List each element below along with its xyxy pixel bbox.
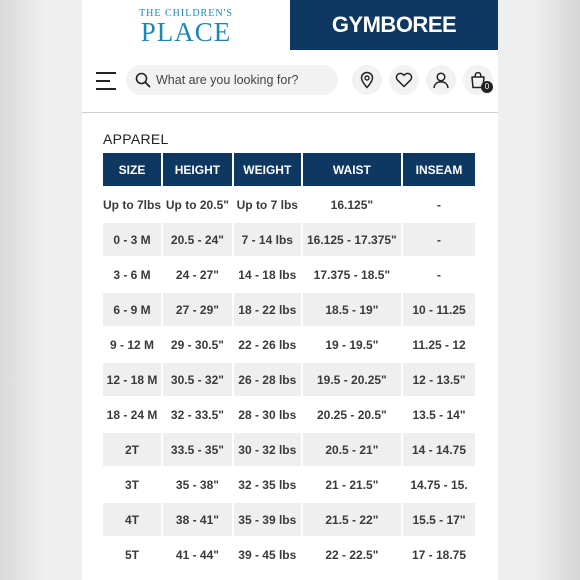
cell-waist: 19.5 - 20.25" xyxy=(303,363,401,396)
cell-height: 35 - 38" xyxy=(163,468,232,501)
cell-weight: 39 - 45 lbs xyxy=(234,538,301,571)
table-header-row xyxy=(103,153,475,186)
table-row xyxy=(103,398,475,431)
cell-size: 3 - 6 M xyxy=(103,258,161,291)
heart-icon xyxy=(395,71,413,89)
cell-inseam: 11.25 - 12 xyxy=(403,328,475,361)
cell-size: 2T xyxy=(103,433,161,466)
cell-size: 6 - 9 M xyxy=(103,293,161,326)
cart-button[interactable] xyxy=(463,65,493,95)
store-locator-button[interactable] xyxy=(352,65,382,95)
search-input[interactable] xyxy=(156,71,334,89)
col-header-size: SIZE xyxy=(103,153,161,186)
cell-inseam: - xyxy=(403,223,475,256)
favorites-button[interactable] xyxy=(389,65,419,95)
cell-height: 32 - 33.5" xyxy=(163,398,232,431)
table-row xyxy=(103,433,475,466)
cell-waist: 21 - 21.5" xyxy=(303,468,401,501)
cell-size: 3T xyxy=(103,468,161,501)
header-toolbar xyxy=(82,58,498,106)
menu-icon[interactable] xyxy=(96,70,118,92)
table-row xyxy=(103,223,475,256)
cell-weight: 18 - 22 lbs xyxy=(234,293,301,326)
cell-inseam: 15.5 - 17" xyxy=(403,503,475,536)
account-icon xyxy=(432,71,450,89)
section-title: APPAREL xyxy=(103,131,169,147)
cell-weight: 32 - 35 lbs xyxy=(234,468,301,501)
cell-waist: 19 - 19.5" xyxy=(303,328,401,361)
cell-waist: 22 - 22.5" xyxy=(303,538,401,571)
logo-big-text: PLACE xyxy=(140,17,232,47)
cell-height: 30.5 - 32" xyxy=(163,363,232,396)
cell-weight: 7 - 14 lbs xyxy=(234,223,301,256)
cell-inseam: - xyxy=(403,188,475,221)
cell-size: 9 - 12 M xyxy=(103,328,161,361)
cell-height: 27 - 29" xyxy=(163,293,232,326)
cart-count-badge: 0 xyxy=(481,81,493,93)
cell-size: 0 - 3 M xyxy=(103,223,161,256)
brand-bar xyxy=(82,0,498,50)
table-row xyxy=(103,538,475,571)
cell-inseam: 17 - 18.75 xyxy=(403,538,475,571)
cell-size: 18 - 24 M xyxy=(103,398,161,431)
col-header-inseam: INSEAM xyxy=(403,153,475,186)
cell-size: Up to 7lbs xyxy=(103,188,161,221)
gymboree-logo[interactable]: GYMBOREE xyxy=(290,0,498,50)
cell-inseam: 10 - 11.25 xyxy=(403,293,475,326)
account-button[interactable] xyxy=(426,65,456,95)
cell-height: 29 - 30.5" xyxy=(163,328,232,361)
size-chart-table xyxy=(103,153,477,573)
logo-small-text: THE CHILDREN'S xyxy=(139,8,233,19)
cell-weight: 35 - 39 lbs xyxy=(234,503,301,536)
cell-waist: 20.5 - 21" xyxy=(303,433,401,466)
cell-size: 12 - 18 M xyxy=(103,363,161,396)
table-row xyxy=(103,503,475,536)
size-chart xyxy=(103,153,477,580)
cell-inseam: 12 - 13.5" xyxy=(403,363,475,396)
cell-height: 33.5 - 35" xyxy=(163,433,232,466)
cell-height: 41 - 44" xyxy=(163,538,232,571)
location-pin-icon xyxy=(358,71,376,89)
cell-weight: 14 - 18 lbs xyxy=(234,258,301,291)
cell-weight: 22 - 26 lbs xyxy=(234,328,301,361)
search-bar[interactable] xyxy=(126,65,338,95)
table-row xyxy=(103,293,475,326)
cell-waist: 16.125" xyxy=(303,188,401,221)
table-row xyxy=(103,468,475,501)
cell-weight: 26 - 28 lbs xyxy=(234,363,301,396)
cell-inseam: 14.75 - 15. xyxy=(403,468,475,501)
search-icon xyxy=(135,72,151,88)
table-row xyxy=(103,328,475,361)
cell-weight: 30 - 32 lbs xyxy=(234,433,301,466)
childrens-place-logo[interactable] xyxy=(82,0,290,50)
cell-weight: Up to 7 lbs xyxy=(234,188,301,221)
table-row xyxy=(103,258,475,291)
cell-height: 38 - 41" xyxy=(163,503,232,536)
col-header-weight: WEIGHT xyxy=(234,153,301,186)
col-header-height: HEIGHT xyxy=(163,153,232,186)
cell-waist: 17.375 - 18.5" xyxy=(303,258,401,291)
cell-inseam: 13.5 - 14" xyxy=(403,398,475,431)
header-divider xyxy=(82,112,498,113)
cell-inseam: 14 - 14.75 xyxy=(403,433,475,466)
cell-waist: 21.5 - 22" xyxy=(303,503,401,536)
cell-inseam: - xyxy=(403,258,475,291)
cell-waist: 20.25 - 20.5" xyxy=(303,398,401,431)
cell-height: 24 - 27" xyxy=(163,258,232,291)
mobile-page xyxy=(82,0,498,580)
cell-weight: 28 - 30 lbs xyxy=(234,398,301,431)
cell-waist: 16.125 - 17.375" xyxy=(303,223,401,256)
cell-height: 20.5 - 24" xyxy=(163,223,232,256)
cell-waist: 18.5 - 19" xyxy=(303,293,401,326)
cell-size: 5T xyxy=(103,538,161,571)
table-row xyxy=(103,188,475,221)
table-row xyxy=(103,363,475,396)
col-header-waist: WAIST xyxy=(303,153,401,186)
cell-size: 4T xyxy=(103,503,161,536)
cell-height: Up to 20.5" xyxy=(163,188,232,221)
